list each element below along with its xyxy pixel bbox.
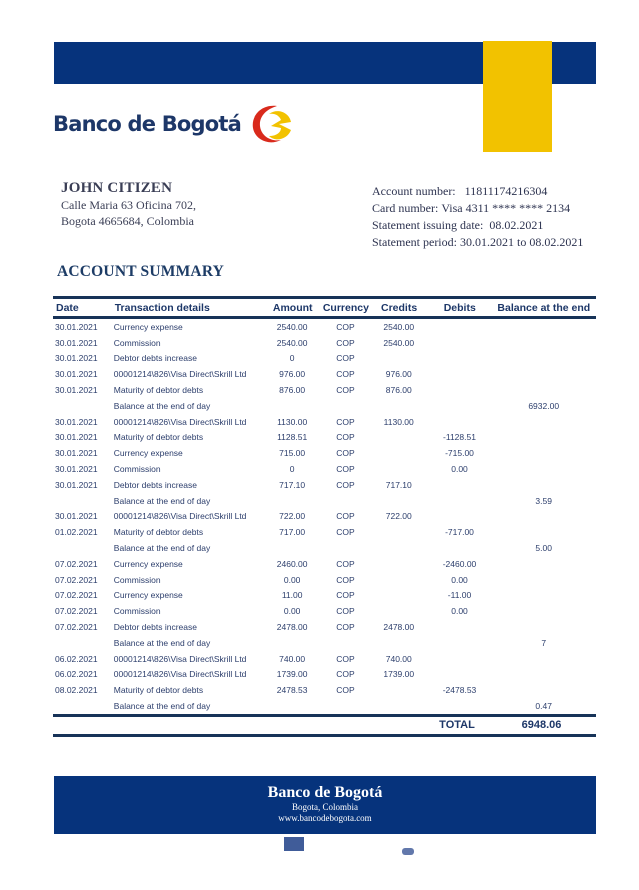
cell-details: Commission bbox=[113, 606, 161, 617]
col-header-credits: Credits bbox=[381, 301, 418, 314]
cell-debits: -11.00 bbox=[447, 590, 472, 601]
cell-currency: COP bbox=[336, 606, 355, 617]
cell-date: 30.01.2021 bbox=[55, 337, 98, 348]
cell-amount: 0.00 bbox=[283, 606, 301, 617]
bank-logo-text: Banco de Bogotá bbox=[53, 112, 242, 136]
cell-date: 07.02.2021 bbox=[55, 606, 98, 617]
card-number-value: Visa 4311 **** **** 2134 bbox=[441, 201, 571, 215]
cell-date: 30.01.2021 bbox=[55, 369, 98, 380]
table-row bbox=[53, 461, 596, 477]
cell-debits: 0.00 bbox=[451, 464, 468, 475]
issue-date-label: Statement issuing date: bbox=[372, 218, 484, 232]
cell-currency: COP bbox=[336, 448, 355, 459]
table-row bbox=[53, 382, 596, 398]
cell-currency: COP bbox=[336, 416, 355, 427]
cell-credits: 2540.00 bbox=[383, 337, 415, 348]
cell-amount: 0 bbox=[289, 353, 295, 364]
cell-details: Balance at the end of day bbox=[113, 543, 211, 554]
cell-debits: -717.00 bbox=[445, 527, 474, 538]
cell-credits: 1739.00 bbox=[383, 669, 415, 680]
cell-details: Commission bbox=[113, 464, 161, 475]
cell-details: Balance at the end of day bbox=[113, 701, 211, 712]
cell-currency: COP bbox=[336, 353, 355, 364]
cell-date: 30.01.2021 bbox=[55, 479, 98, 490]
cell-details: Currency expense bbox=[113, 448, 183, 459]
cell-currency: COP bbox=[336, 432, 355, 443]
cell-debits: 0.00 bbox=[451, 606, 468, 617]
cell-details: Maturity of debtor debts bbox=[113, 685, 204, 696]
footer-banner bbox=[54, 776, 596, 834]
cell-credits: 740.00 bbox=[385, 653, 412, 664]
cell-date: 30.01.2021 bbox=[55, 511, 98, 522]
table-total-rule bbox=[53, 734, 596, 737]
cell-currency: COP bbox=[336, 479, 355, 490]
total-row bbox=[53, 717, 596, 734]
footer-bank-name: Banco de Bogotá bbox=[267, 784, 383, 801]
table-row bbox=[53, 698, 596, 714]
transactions-table bbox=[53, 296, 596, 737]
card-number-row bbox=[372, 200, 583, 217]
total-label: TOTAL bbox=[439, 719, 475, 732]
cell-details: Balance at the end of day bbox=[113, 400, 211, 411]
cell-date: 30.01.2021 bbox=[55, 353, 98, 364]
cell-date: 06.02.2021 bbox=[55, 669, 98, 680]
cell-date: 30.01.2021 bbox=[55, 385, 98, 396]
cell-currency: COP bbox=[336, 653, 355, 664]
cell-amount: 1128.51 bbox=[277, 432, 308, 443]
scan-artifact bbox=[284, 837, 304, 851]
cell-debits: -715.00 bbox=[445, 448, 474, 459]
cell-amount: 717.10 bbox=[279, 479, 306, 490]
bank-logo-icon bbox=[247, 100, 295, 148]
total-value: 6948.06 bbox=[521, 719, 562, 732]
cell-date: 30.01.2021 bbox=[55, 432, 98, 443]
cell-date: 06.02.2021 bbox=[55, 653, 98, 664]
cell-details: Currency expense bbox=[113, 558, 183, 569]
cell-balance: 7 bbox=[541, 637, 547, 648]
table-row bbox=[53, 509, 596, 525]
cell-date: 30.01.2021 bbox=[55, 321, 98, 332]
cell-details: Commission bbox=[113, 574, 161, 585]
table-row bbox=[53, 366, 596, 382]
cell-amount: 0.00 bbox=[283, 574, 301, 585]
cell-currency: COP bbox=[336, 369, 355, 380]
col-header-currency: Currency bbox=[322, 301, 369, 314]
table-row bbox=[53, 430, 596, 446]
cell-currency: COP bbox=[336, 574, 355, 585]
table-row bbox=[53, 319, 596, 335]
cell-currency: COP bbox=[336, 590, 355, 601]
statement-period-row bbox=[372, 234, 583, 251]
table-row bbox=[53, 603, 596, 619]
col-header-details: Transaction details bbox=[114, 301, 210, 314]
cell-amount: 1130.00 bbox=[277, 416, 308, 427]
cell-credits: 717.10 bbox=[385, 479, 412, 490]
cell-details: Commission bbox=[113, 337, 161, 348]
cell-details: 00001214\826\Visa Direct\Skrill Ltd bbox=[113, 369, 247, 380]
col-header-debits: Debits bbox=[443, 301, 476, 314]
table-row bbox=[53, 635, 596, 651]
cell-date: 01.02.2021 bbox=[55, 527, 98, 538]
table-row bbox=[53, 540, 596, 556]
cell-amount: 0 bbox=[289, 464, 295, 475]
statement-period-value: 30.01.2021 to 08.02.2021 bbox=[459, 235, 584, 249]
cell-credits: 876.00 bbox=[385, 385, 412, 396]
cell-date: 07.02.2021 bbox=[55, 590, 98, 601]
cell-amount: 2478.00 bbox=[276, 622, 308, 633]
cell-date: 07.02.2021 bbox=[55, 558, 98, 569]
cell-currency: COP bbox=[336, 385, 355, 396]
cell-balance: 6932.00 bbox=[528, 400, 560, 411]
holder-address-line1: Calle Maria 63 Oficina 702, bbox=[61, 198, 196, 212]
account-number-value: 11811174216304 bbox=[464, 184, 548, 198]
table-row bbox=[53, 351, 596, 367]
table-row bbox=[53, 335, 596, 351]
table-header bbox=[53, 299, 596, 316]
cell-amount: 2540.00 bbox=[276, 321, 308, 332]
cell-amount: 715.00 bbox=[279, 448, 306, 459]
table-body bbox=[53, 319, 596, 714]
cell-amount: 722.00 bbox=[279, 511, 306, 522]
cell-currency: COP bbox=[336, 464, 355, 475]
cell-amount: 2540.00 bbox=[276, 337, 308, 348]
table-row bbox=[53, 667, 596, 683]
table-row bbox=[53, 619, 596, 635]
cell-details: Maturity of debtor debts bbox=[113, 527, 204, 538]
cell-credits: 976.00 bbox=[385, 369, 412, 380]
footer-location: Bogota, Colombia bbox=[292, 802, 358, 812]
issue-date-value: 08.02.2021 bbox=[489, 218, 544, 232]
cell-date: 30.01.2021 bbox=[55, 448, 98, 459]
cell-amount: 876.00 bbox=[279, 385, 306, 396]
cell-amount: 740.00 bbox=[279, 653, 306, 664]
col-header-date: Date bbox=[56, 301, 79, 314]
cell-currency: COP bbox=[336, 511, 355, 522]
cell-credits: 1130.00 bbox=[383, 416, 414, 427]
card-number-label: Card number: bbox=[372, 201, 439, 215]
cell-details: Debtor debts increase bbox=[113, 479, 197, 490]
table-row bbox=[53, 477, 596, 493]
cell-details: 00001214\826\Visa Direct\Skrill Ltd bbox=[113, 416, 247, 427]
table-row bbox=[53, 493, 596, 509]
cell-debits: -2460.00 bbox=[442, 558, 477, 569]
cell-details: Currency expense bbox=[113, 590, 183, 601]
table-row bbox=[53, 556, 596, 572]
cell-amount: 1739.00 bbox=[276, 669, 308, 680]
table-row bbox=[53, 414, 596, 430]
cell-details: Debtor debts increase bbox=[113, 353, 197, 364]
cell-debits: -2478.53 bbox=[442, 685, 477, 696]
account-number-label: Account number: bbox=[372, 184, 456, 198]
cell-details: Debtor debts increase bbox=[113, 622, 197, 633]
holder-name: JOHN CITIZEN bbox=[61, 180, 173, 196]
col-header-amount: Amount bbox=[272, 301, 313, 314]
cell-details: Currency expense bbox=[113, 321, 183, 332]
col-header-balance: Balance at the end bbox=[497, 301, 591, 314]
holder-address-line2: Bogota 4665684, Colombia bbox=[61, 214, 194, 228]
cell-currency: COP bbox=[336, 685, 355, 696]
cell-currency: COP bbox=[336, 337, 355, 348]
cell-amount: 2478.53 bbox=[276, 685, 308, 696]
cell-currency: COP bbox=[336, 558, 355, 569]
table-row bbox=[53, 524, 596, 540]
cell-details: Balance at the end of day bbox=[113, 495, 211, 506]
account-details bbox=[372, 183, 583, 251]
cell-balance: 0.47 bbox=[535, 701, 552, 712]
table-row bbox=[53, 572, 596, 588]
cell-date: 30.01.2021 bbox=[55, 464, 98, 475]
statement-period-label: Statement period: bbox=[372, 235, 457, 249]
cell-amount: 717.00 bbox=[279, 527, 306, 538]
table-row bbox=[53, 588, 596, 604]
cell-details: 00001214\826\Visa Direct\Skrill Ltd bbox=[113, 669, 247, 680]
cell-credits: 2540.00 bbox=[383, 321, 415, 332]
cell-details: 00001214\826\Visa Direct\Skrill Ltd bbox=[113, 653, 247, 664]
bank-logo bbox=[53, 100, 295, 148]
cell-details: Maturity of debtor debts bbox=[113, 385, 204, 396]
cell-date: 07.02.2021 bbox=[55, 622, 98, 633]
table-row bbox=[53, 682, 596, 698]
issue-date-row bbox=[372, 217, 583, 234]
table-row bbox=[53, 398, 596, 414]
cell-details: 00001214\826\Visa Direct\Skrill Ltd bbox=[113, 511, 247, 522]
cell-debits: 0.00 bbox=[451, 574, 468, 585]
cell-debits: -1128.51 bbox=[443, 432, 476, 443]
cell-currency: COP bbox=[336, 622, 355, 633]
cell-details: Maturity of debtor debts bbox=[113, 432, 204, 443]
cell-currency: COP bbox=[336, 321, 355, 332]
cell-currency: COP bbox=[336, 669, 355, 680]
cell-date: 08.02.2021 bbox=[55, 685, 98, 696]
cell-date: 30.01.2021 bbox=[55, 416, 98, 427]
cell-details: Balance at the end of day bbox=[113, 637, 211, 648]
cell-credits: 2478.00 bbox=[383, 622, 415, 633]
cell-amount: 2460.00 bbox=[276, 558, 308, 569]
table-row bbox=[53, 651, 596, 667]
account-summary-title: ACCOUNT SUMMARY bbox=[57, 263, 225, 280]
cell-balance: 5.00 bbox=[535, 543, 552, 554]
cell-date: 07.02.2021 bbox=[55, 574, 98, 585]
cell-balance: 3.59 bbox=[535, 495, 552, 506]
cell-currency: COP bbox=[336, 527, 355, 538]
table-row bbox=[53, 445, 596, 461]
account-number-row bbox=[372, 183, 583, 200]
cell-amount: 11.00 bbox=[281, 590, 303, 601]
footer-website[interactable]: www.bancodebogota.com bbox=[278, 813, 372, 823]
cell-amount: 976.00 bbox=[279, 369, 306, 380]
account-holder bbox=[61, 180, 196, 229]
header-accent-block bbox=[483, 41, 552, 152]
cell-credits: 722.00 bbox=[385, 511, 412, 522]
scan-artifact bbox=[402, 848, 414, 855]
